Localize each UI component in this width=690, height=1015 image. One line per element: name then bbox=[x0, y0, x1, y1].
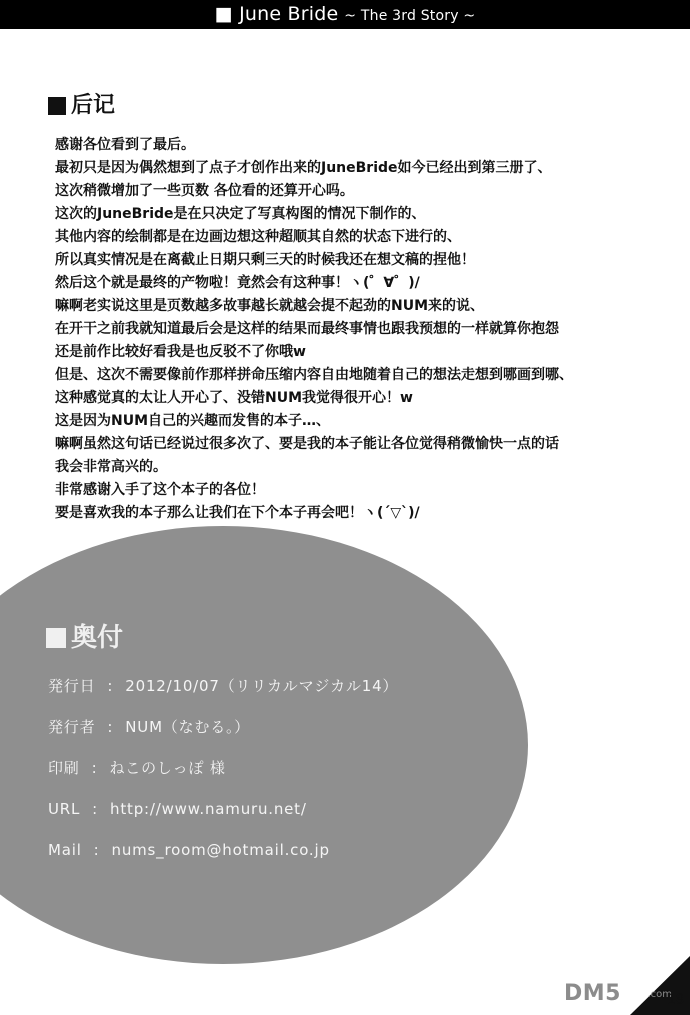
colophon-row-printer bbox=[48, 748, 468, 789]
body-line: 嘛啊虽然这句话已经说过很多次了、要是我的本子能让各位觉得稍微愉快一点的话 bbox=[55, 436, 559, 452]
colophon-value: NUM（なむる。） bbox=[125, 718, 251, 736]
colophon-heading bbox=[46, 622, 123, 654]
postscript-body bbox=[55, 134, 640, 525]
colophon-value: ねこのしっぽ 様 bbox=[109, 759, 226, 777]
body-line: 这次稍微增加了一些页数 各位看的还算开心吗。 bbox=[55, 183, 354, 199]
body-line: 这种感觉真的太让人开心了、没错NUM我觉得很开心！w bbox=[55, 390, 413, 406]
page-title-sub: ~ The 3rd Story ~ bbox=[344, 8, 476, 24]
page-title bbox=[0, 0, 690, 29]
body-line: 要是喜欢我的本子那么让我们在下个本子再会吧！ヽ(´▽`)/ bbox=[55, 505, 420, 521]
colon-separator: : bbox=[107, 677, 114, 695]
watermark-suffix: .com bbox=[647, 989, 672, 1000]
colophon-square-icon bbox=[46, 628, 66, 648]
body-line: 我会非常高兴的。 bbox=[55, 459, 167, 475]
colon-separator: : bbox=[92, 800, 99, 818]
postscript-heading-text: 后记 bbox=[71, 93, 116, 118]
body-line: 其他内容的绘制都是在边画边想这种超顺其自然的状态下进行的、 bbox=[55, 229, 461, 245]
watermark-logo bbox=[556, 977, 676, 1009]
colophon-list bbox=[48, 666, 468, 871]
body-line: 所以真实情况是在离截止日期只剩三天的时候我还在想文稿的捏他！ bbox=[55, 252, 475, 268]
body-line: 最初只是因为偶然想到了点子才创作出来的JuneBride如今已经出到第三册了、 bbox=[55, 160, 552, 176]
colophon-value: 2012/10/07（リリカルマジカル14） bbox=[125, 677, 399, 695]
body-line: 这是因为NUM自己的兴趣而发售的本子…、 bbox=[55, 413, 331, 429]
body-line: 感谢各位看到了最后。 bbox=[55, 137, 195, 153]
colon-separator: : bbox=[91, 759, 98, 777]
body-line: 在开干之前我就知道最后会是这样的结果而最终事情也跟我预想的一样就算你抱怨 bbox=[55, 321, 559, 337]
section-square-icon bbox=[48, 97, 66, 115]
colon-separator: : bbox=[107, 718, 114, 736]
colophon-heading-text: 奥付 bbox=[71, 623, 124, 653]
colophon-label: URL bbox=[48, 800, 81, 818]
page-number: 18 bbox=[667, 992, 684, 1008]
postscript-heading bbox=[48, 91, 115, 121]
colophon-row-mail bbox=[48, 830, 468, 871]
body-line: 这次的JuneBride是在只决定了写真构图的情况下制作的、 bbox=[55, 206, 426, 222]
body-line: 嘛啊老实说这里是页数越多故事越长就越会提不起劲的NUM来的说、 bbox=[55, 298, 485, 314]
colophon-label: 印刷 bbox=[48, 759, 80, 777]
body-line: 还是前作比较好看我是也反驳不了你哦w bbox=[55, 344, 306, 360]
colon-separator: : bbox=[93, 841, 100, 859]
body-line: 然后这个就是最终的产物啦！竟然会有这种事！ヽ(゜∀゜)/ bbox=[55, 275, 420, 291]
colophon-mail-value: nums_room@hotmail.co.jp bbox=[111, 841, 330, 859]
colophon-url-value: http://www.namuru.net/ bbox=[110, 800, 307, 818]
page-title-main: ■ June Bride bbox=[214, 3, 339, 25]
colophon-label: 発行者 bbox=[48, 718, 96, 736]
body-line: 非常感谢入手了这个本子的各位！ bbox=[55, 482, 265, 498]
colophon-label: Mail bbox=[48, 841, 82, 859]
watermark-text: DM5 bbox=[564, 981, 621, 1006]
body-line: 但是、这次不需要像前作那样拼命压缩内容自由地随着自己的想法走想到哪画到哪、 bbox=[55, 367, 573, 383]
colophon-row-publisher bbox=[48, 707, 468, 748]
colophon-label: 発行日 bbox=[48, 677, 96, 695]
colophon-row-date bbox=[48, 666, 468, 707]
colophon-row-url bbox=[48, 789, 468, 830]
